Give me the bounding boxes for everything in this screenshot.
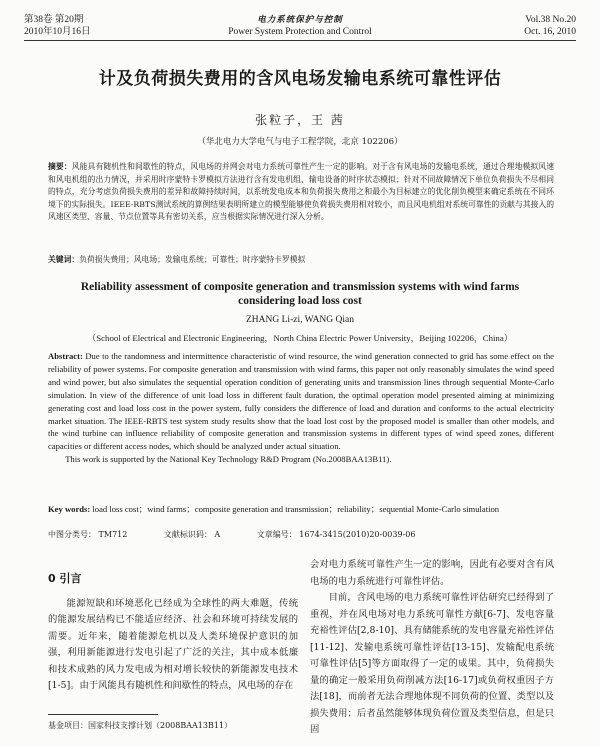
body-paragraph-continued: 会对电力系统可靠性产生一定的影响，因此有必要对含有风电场的电力系统进行可靠性评估。 [310, 559, 554, 587]
classification-line [48, 529, 554, 540]
body-right-column [310, 557, 554, 739]
abstract-en-text: Due to the randomness and intermittence characteristic of wind resource, the wind generation connected to grid has some effect on the reliability of power systems. For composite generation and transmission with wind farms, this paper not only reasonably simulates the wind speed and wind power, but also simulates the sequential operation condition of generating units and transmission lines through sequential Monte-Carlo simulation. In view of the difference of unit load loss in different fault duration, the optimal operation model presented aiming at minimizing generating cost and load loss cost in the power system, fully considers the difference of load and duration and conforms to the actual electricity market situation. The IEEE-RBTS test system study results show that the load lost cost by the proposed model is smaller than other models, and the wind turbine can influence reliability of composite generation and transmission systems in different types of wind speed zones, different capacities or different access nodes, which should be analyzed under actual situation. [48, 351, 554, 452]
paper-title-cn: 计及负荷损失费用的含风电场发输电系统可靠性评估 [98, 69, 502, 89]
abstract-cn-label: 摘要： [48, 162, 72, 171]
abstract-en-label: Abstract: [48, 351, 83, 361]
document-code: 文献标识码： A [163, 530, 221, 539]
abstract-cn [48, 161, 554, 224]
keywords-cn-label: 关键词： [48, 255, 80, 264]
date-en: Oct. 16, 2010 [524, 27, 576, 37]
keywords-en-text: load loss cost；wind farms；composite generation and transmission；reliability；sequential Monte-Carlo simulation [92, 504, 500, 514]
keywords-cn-text: 负荷损失费用；风电场；发输电系统；可靠性；时序蒙特卡罗模拟 [79, 255, 306, 264]
journal-name-en: Power System Protection and Control [228, 27, 372, 37]
header-rule [24, 40, 576, 41]
keywords-en-label: Key words: [48, 504, 91, 514]
header-center [24, 14, 576, 38]
abstract-cn-text: 风能具有随机性和间歇性的特点，风电场的并网会对电力系统可靠性产生一定的影响。对于含有风电场的发输电系统，通过合理地模拟风速和风电机组的出力情况，并采用时序蒙特卡罗模拟方法进行含有发电机组、输电设备的时序状态模拟；针对不同故障情况下单位负荷损失不尽相同的特点，充分考虑负荷损失费用的差异和故障持续时间，以系统发电成本和负荷损失费用之和最小为目标建立的优化削负模型来确定系统在不同环境下的实际损失。IEEE-RBTS测试系统的算例结果表明所建立的模型能够使负荷损失费用相对较小，而且风电机组对系统可靠性的贡献与其接入的风速区类型、容量、节点位置等具有密切关系，应当根据实际情况进行深入分析。 [48, 162, 555, 221]
funding-footnote: 基金项目：国家科技支撑计划（2008BAA13B11） [48, 721, 233, 730]
authors-cn: 张粒子，王 茜 [255, 113, 345, 127]
footnote-rule [48, 714, 158, 715]
keywords-en [48, 503, 568, 515]
abstract-en [48, 350, 554, 466]
keywords-cn [48, 254, 554, 266]
volume-cn: 第38卷 第20期 [24, 15, 84, 25]
body-left-column [48, 561, 298, 695]
volume-en: Vol.38 No.20 [525, 15, 576, 25]
section-heading-introduction: 0 引言 [48, 572, 82, 585]
paper-title-en: Reliability assessment of composite generation and transmission systems with wind farms considering load loss cost [80, 281, 520, 307]
header-right [524, 14, 576, 38]
affiliation-en: （School of Electrical and Electronic Engineering，North China Electric Power University，Beijing 102206，China） [87, 333, 513, 343]
article-number: 文章编号： 1674-3415(2010)20-0039-06 [256, 530, 416, 539]
body-paragraph: 能源短缺和环境恶化已经成为全球性的两大难题，传统的能源发展结构已不能适应经济、社会和环境可持续发展的需要。近年来，随着能源危机以及人类环境保护意识的加强，利用新能源进行发电引起了广泛的关注，其中成本低廉和技术成熟的风力发电成为相对增长较快的新能源发电技术[1-5]。由于风能具有随机性和间歇性的特点，风电场的存在 [48, 597, 298, 691]
affiliation-cn: （华北电力大学电气与电子工程学院，北京 102206） [197, 137, 403, 147]
support-statement: This work is supported by the National Key Technology R&D Program (No.2008BAA13B11). [65, 454, 392, 465]
body-paragraph: 目前，含风电场的电力系统可靠性评估研究已经得到了重视，并在风电场对电力系统可靠性方献[6-7]、发电容量充裕性评估[2,8-10]、具有储能系统的发电容量充裕性评估[11-12]、发输电系统可靠性评估[13-15]、发输配电系统可靠性评估[5]等方面取得了一定的成果。其中，负荷损失量的确定一般采用负荷削减方法[16-17]或负荷权重因子方法[18]，而前者无法合理地体现不同负荷的位置、类型以及损失费用；后者虽然能够体现负荷位置及类型信息，但是只固 [310, 592, 554, 735]
journal-name-cn: 电力系统保护与控制 [257, 15, 343, 25]
clc-number: 中图分类号： TM712 [48, 530, 128, 539]
date-cn: 2010年10月16日 [24, 27, 91, 37]
authors-en: ZHANG Li-zi, WANG Qian [246, 315, 354, 325]
